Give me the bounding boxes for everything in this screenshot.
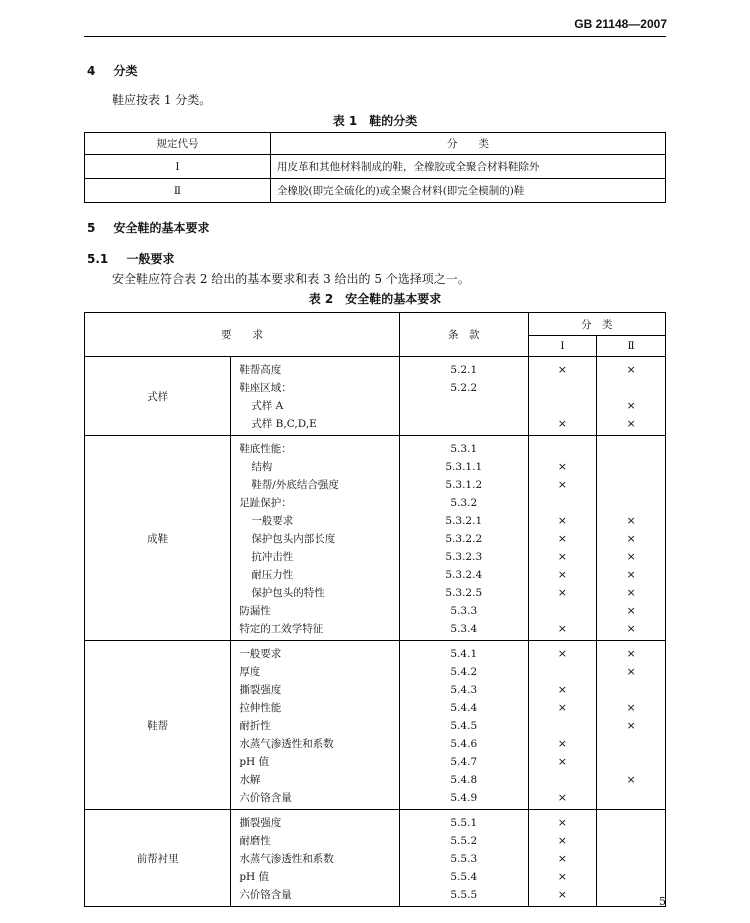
header-rule (84, 36, 666, 37)
class-2-mark (597, 458, 665, 476)
requirement-item: 式样 A (251, 400, 284, 412)
class-2-mark (597, 850, 665, 868)
requirement-item: 撕裂强度 (239, 684, 282, 696)
class-1-mark (529, 663, 597, 681)
section-4-number: 4 (87, 64, 96, 78)
class-2-mark (597, 789, 665, 807)
table-2-class-2-column (597, 436, 666, 641)
class-2-mark (597, 832, 665, 850)
standard-number: GB 21148—2007 (574, 17, 667, 31)
clause-number: 5.4.9 (450, 792, 478, 804)
clause-number: 5.3.1.1 (445, 461, 483, 473)
class-2-mark: × (626, 647, 636, 660)
table-2-clause-column (400, 436, 529, 641)
table-2-class-1-column (528, 436, 597, 641)
requirement-item: 式样 B,C,D,E (251, 418, 317, 430)
table-2-class-1-column (528, 641, 597, 810)
clause-number: 5.4.8 (450, 774, 478, 786)
class-2-mark: × (626, 586, 636, 599)
class-1-mark: × (557, 568, 567, 581)
table-1-row (85, 155, 666, 179)
table-1-code: Ⅰ (85, 155, 271, 179)
table-2-header-class-1: Ⅰ (528, 336, 597, 357)
table-2-class-2-column (597, 641, 666, 810)
class-1-mark: × (557, 460, 567, 473)
clause-number: 5.2.2 (450, 382, 478, 394)
table-1-header-classification: 分 类 (271, 133, 666, 155)
requirement-item: 拉伸性能 (239, 702, 282, 714)
class-2-mark: × (626, 773, 636, 786)
class-2-mark: × (626, 701, 636, 714)
class-2-mark: × (626, 550, 636, 563)
class-1-mark (529, 602, 597, 620)
requirement-item: 六价铬含量 (239, 792, 292, 804)
class-2-mark (597, 681, 665, 699)
requirement-item: 足趾保护： (239, 497, 292, 509)
table-1-caption: 表 1 鞋的分类 (332, 114, 418, 128)
clause-number (400, 397, 528, 415)
requirement-item: 特定的工效学特征 (239, 623, 324, 635)
class-1-mark: × (557, 417, 567, 430)
class-1-mark: × (557, 701, 567, 714)
class-2-mark (597, 494, 665, 512)
class-2-mark (597, 868, 665, 886)
table-2-caption: 表 2 安全鞋的基本要求 (308, 292, 442, 306)
table-1-description: 全橡胶(即完全硫化的)或全聚合材料(即完全模制的)鞋 (271, 179, 666, 203)
clause-number: 5.3.1 (450, 443, 478, 455)
table-2-group-name: 鞋帮 (85, 641, 231, 810)
clause-number: 5.4.5 (450, 720, 478, 732)
class-2-mark: × (626, 568, 636, 581)
table-2-class-2-column (597, 357, 666, 436)
class-2-mark: × (626, 514, 636, 527)
requirement-item: 鞋帮/外底结合强度 (251, 479, 339, 491)
section-5-1-heading (87, 250, 174, 267)
clause-number: 5.5.4 (450, 871, 478, 883)
class-2-mark: × (626, 399, 636, 412)
table-1-code: Ⅱ (85, 179, 271, 203)
requirement-item: 一般要求 (251, 515, 294, 527)
class-1-mark: × (557, 888, 567, 901)
class-2-mark (597, 753, 665, 771)
class-1-mark: × (557, 816, 567, 829)
section-5-1-number: 5.1 (87, 252, 109, 266)
table-1 (84, 132, 666, 203)
table-2-clause-column (400, 810, 529, 907)
table-2-clause-column (400, 357, 529, 436)
section-5-1-text: 安全鞋应符合表 2 给出的基本要求和表 3 给出的 5 个选择项之一。 (112, 272, 470, 286)
clause-number: 5.3.3 (450, 605, 478, 617)
section-4-title: 分类 (113, 64, 138, 78)
requirement-item: 厚度 (239, 666, 261, 678)
table-2-header-row (85, 313, 666, 336)
clause-number: 5.5.5 (450, 889, 478, 901)
class-2-mark (597, 440, 665, 458)
table-2-group-name: 成鞋 (85, 436, 231, 641)
clause-number: 5.4.2 (450, 666, 478, 678)
class-1-mark: × (557, 363, 567, 376)
table-2-header-requirement: 要 求 (85, 313, 400, 357)
page-number: 5 (659, 895, 666, 908)
class-1-mark: × (557, 647, 567, 660)
section-5-number: 5 (87, 221, 96, 235)
table-2-clause-column (400, 641, 529, 810)
table-2-item-column (231, 357, 400, 436)
class-1-mark: × (557, 478, 567, 491)
table-1-header-row (85, 133, 666, 155)
requirement-item: 六价铬含量 (239, 889, 292, 901)
section-5-title: 安全鞋的基本要求 (113, 221, 210, 235)
class-1-mark: × (557, 532, 567, 545)
class-2-mark: × (626, 719, 636, 732)
table-2-item-column (231, 641, 400, 810)
class-1-mark (529, 717, 597, 735)
class-2-mark: × (626, 417, 636, 430)
clause-number: 5.4.4 (450, 702, 478, 714)
clause-number: 5.3.2.5 (445, 587, 483, 599)
class-1-mark: × (557, 834, 567, 847)
class-1-mark: × (557, 683, 567, 696)
class-2-mark (597, 476, 665, 494)
table-2-group-row (85, 641, 666, 810)
class-1-mark: × (557, 852, 567, 865)
section-5-heading (87, 219, 210, 236)
clause-number: 5.3.2.4 (445, 569, 483, 581)
class-1-mark: × (557, 514, 567, 527)
requirement-item: 撕裂强度 (239, 817, 282, 829)
clause-number: 5.3.2.1 (445, 515, 483, 527)
class-2-mark: × (626, 665, 636, 678)
class-2-mark (597, 814, 665, 832)
requirement-item: 耐压力性 (251, 569, 294, 581)
section-4-text: 鞋应按表 1 分类。 (112, 93, 212, 107)
section-5-1-title: 一般要求 (126, 252, 175, 266)
table-2-class-2-column (597, 810, 666, 907)
table-2-header-classification: 分 类 (528, 313, 665, 336)
requirement-item: 一般要求 (239, 648, 282, 660)
requirement-item: 保护包头的特性 (251, 587, 325, 599)
table-1-header-code: 规定代号 (85, 133, 271, 155)
table-2-group-name: 前帮衬里 (85, 810, 231, 907)
requirement-item: 水蒸气渗透性和系数 (239, 738, 334, 750)
requirement-item: 耐磨性 (239, 835, 271, 847)
class-2-mark (597, 735, 665, 753)
class-2-mark (597, 886, 665, 904)
table-2-item-column (231, 436, 400, 641)
clause-number: 5.3.1.2 (445, 479, 483, 491)
table-2-group-row (85, 357, 666, 436)
clause-number: 5.3.2 (450, 497, 478, 509)
table-2-class-1-column (528, 810, 597, 907)
section-4-heading (87, 62, 138, 79)
table-2-group-row (85, 436, 666, 641)
requirement-item: 抗冲击性 (251, 551, 294, 563)
class-2-mark (597, 379, 665, 397)
clause-number: 5.5.2 (450, 835, 478, 847)
class-1-mark: × (557, 791, 567, 804)
requirement-item: 鞋座区域： (239, 382, 292, 394)
table-2 (84, 312, 666, 907)
class-1-mark: × (557, 550, 567, 563)
clause-number: 5.4.1 (450, 648, 478, 660)
class-1-mark (529, 494, 597, 512)
requirement-item: 保护包头内部长度 (251, 533, 336, 545)
table-2-header-clause: 条 款 (400, 313, 529, 357)
class-1-mark: × (557, 870, 567, 883)
class-1-mark (529, 771, 597, 789)
requirement-item: pH 值 (239, 756, 270, 768)
class-1-mark: × (557, 622, 567, 635)
table-2-header-class-2: Ⅱ (597, 336, 666, 357)
clause-number: 5.4.6 (450, 738, 478, 750)
requirement-item: 鞋帮高度 (239, 364, 282, 376)
class-1-mark: × (557, 737, 567, 750)
clause-number: 5.5.3 (450, 853, 478, 865)
clause-number: 5.2.1 (450, 364, 478, 376)
requirement-item: 防漏性 (239, 605, 271, 617)
class-2-mark: × (626, 604, 636, 617)
class-2-mark: × (626, 532, 636, 545)
requirement-item: 结构 (251, 461, 273, 473)
table-1-description: 用皮革和其他材料制成的鞋，全橡胶或全聚合材料鞋除外 (271, 155, 666, 179)
table-2-class-1-column (528, 357, 597, 436)
clause-number: 5.4.3 (450, 684, 478, 696)
class-2-mark: × (626, 622, 636, 635)
clause-number: 5.3.2.3 (445, 551, 483, 563)
table-2-item-column (231, 810, 400, 907)
requirement-item: 鞋底性能： (239, 443, 292, 455)
requirement-item: 水蒸气渗透性和系数 (239, 853, 334, 865)
class-1-mark (529, 397, 597, 415)
requirement-item: pH 值 (239, 871, 270, 883)
class-1-mark (529, 440, 597, 458)
clause-number: 5.4.7 (450, 756, 478, 768)
class-1-mark: × (557, 586, 567, 599)
table-2-group-row (85, 810, 666, 907)
clause-number: 5.3.2.2 (445, 533, 483, 545)
table-2-group-name: 式样 (85, 357, 231, 436)
class-1-mark (529, 379, 597, 397)
requirement-item: 耐折性 (239, 720, 271, 732)
requirement-item: 水解 (239, 774, 261, 786)
table-1-row (85, 179, 666, 203)
clause-number (400, 415, 528, 433)
class-1-mark: × (557, 755, 567, 768)
class-2-mark: × (626, 363, 636, 376)
clause-number: 5.3.4 (450, 623, 478, 635)
clause-number: 5.5.1 (450, 817, 478, 829)
